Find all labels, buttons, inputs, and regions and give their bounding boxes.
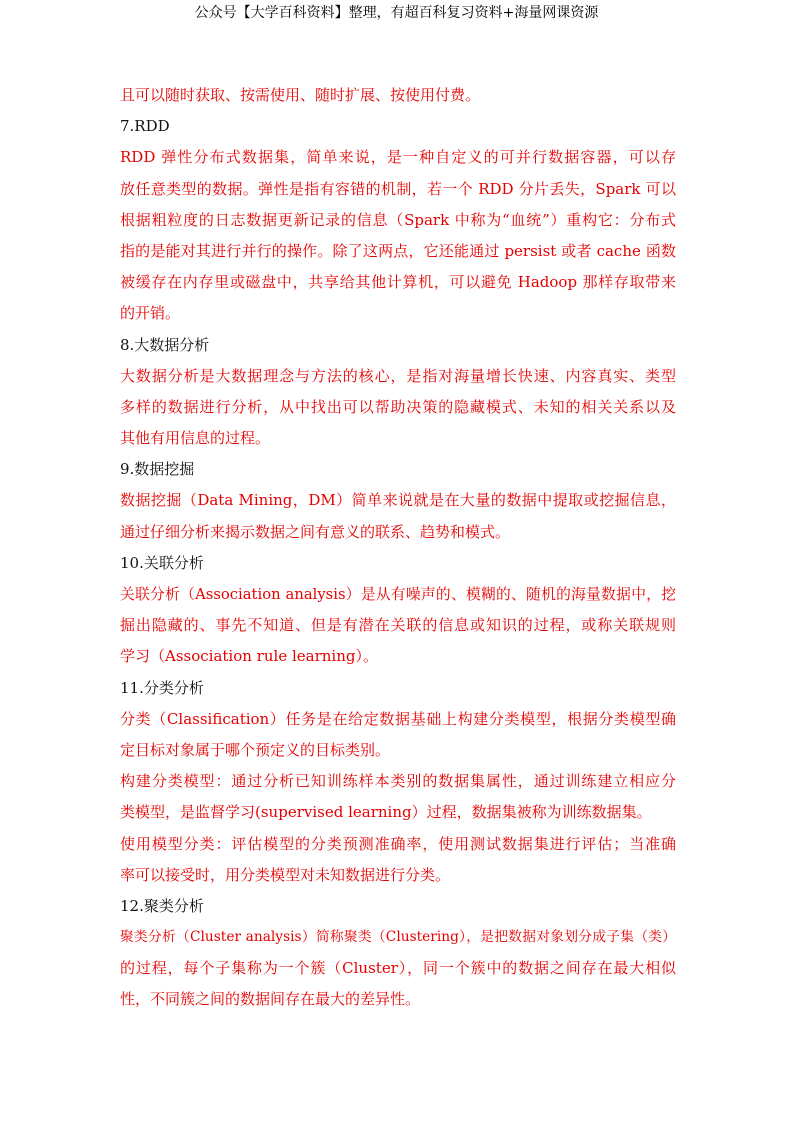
body-text-line: 分类（Classification）任务是在给定数据基础上构建分类模型，根据分类模型确 xyxy=(120,709,676,728)
body-text-line: RDD 弹性分布式数据集，简单来说，是一种自定义的可并行数据容器，可以存 xyxy=(120,148,676,167)
body-text-line: 通过仔细分析来揭示数据之间有意义的联系、趋势和模式。 xyxy=(120,522,511,541)
body-text-line: 定目标对象属于哪个预定义的目标类别。 xyxy=(120,740,391,759)
section-heading: 12.聚类分析 xyxy=(120,896,204,915)
section-heading: 9.数据挖掘 xyxy=(120,460,195,479)
body-text-line: 关联分析（Association analysis）是从有噪声的、模糊的、随机的海量数据中，挖 xyxy=(120,586,676,603)
section-heading: 8.大数据分析 xyxy=(120,335,210,354)
body-text-line: 聚类分析（Cluster analysis）简称聚类（Clustering），是把数据对象划分成子集（类） xyxy=(120,929,676,946)
body-text-line: 掘出隐藏的、事先不知道、但是有潜在关联的信息或知识的过程，或称关联规则 xyxy=(120,616,676,635)
body-text-line: 学习（Association rule learning）。 xyxy=(120,647,378,666)
body-text-line: 使用模型分类：评估模型的分类预测准确率，使用测试数据集进行评估；当准确 xyxy=(120,834,676,853)
section-heading: 11.分类分析 xyxy=(120,678,204,697)
body-text-line: 根据粗粒度的日志数据更新记录的信息（Spark 中称为“血统”）重构它：分布式 xyxy=(120,210,676,229)
body-text-line: 大数据分析是大数据理念与方法的核心，是指对海量增长快速、内容真实、类型 xyxy=(120,366,676,385)
body-text-line: 类模型，是监督学习(supervised learning）过程，数据集被称为训练数据集。 xyxy=(120,803,652,822)
body-text-line: 且可以随时获取、按需使用、随时扩展、按使用付费。 xyxy=(120,86,481,104)
body-text-line: 率可以接受时，用分类模型对未知数据进行分类。 xyxy=(120,865,451,884)
body-text-line: 数据挖掘（Data Mining，DM）简单来说就是在大量的数据中提取或挖掘信息， xyxy=(120,491,676,510)
body-text-line: 放任意类型的数据。弹性是指有容错的机制，若一个 RDD 分片丢失，Spark 可以 xyxy=(120,179,676,198)
page-header: 公众号【大学百科资料】整理，有超百科复习资料+海量网课资源 xyxy=(194,5,599,21)
body-text-line: 性，不同簇之间的数据间存在最大的差异性。 xyxy=(120,990,421,1009)
body-text-line: 的过程，每个子集称为一个簇（Cluster），同一个簇中的数据之间存在最大相似 xyxy=(120,959,676,978)
document-body xyxy=(120,80,676,1016)
body-text-line: 的开销。 xyxy=(120,304,181,323)
body-text-line: 多样的数据进行分析，从中找出可以帮助决策的隐藏模式、未知的相关关系以及 xyxy=(120,397,676,416)
body-text-line: 指的是能对其进行并行的操作。除了这两点，它还能通过 persist 或者 cache 函数 xyxy=(120,241,676,260)
section-heading: 10.关联分析 xyxy=(120,553,204,572)
body-text-line: 被缓存在内存里或磁盘中，共享给其他计算机，可以避免 Hadoop 那样存取带来 xyxy=(120,273,676,292)
body-text-line: 构建分类模型：通过分析已知训练样本类别的数据集属性，通过训练建立相应分 xyxy=(120,772,676,791)
body-text-line: 其他有用信息的过程。 xyxy=(120,429,271,448)
section-heading: 7.RDD xyxy=(120,117,170,136)
